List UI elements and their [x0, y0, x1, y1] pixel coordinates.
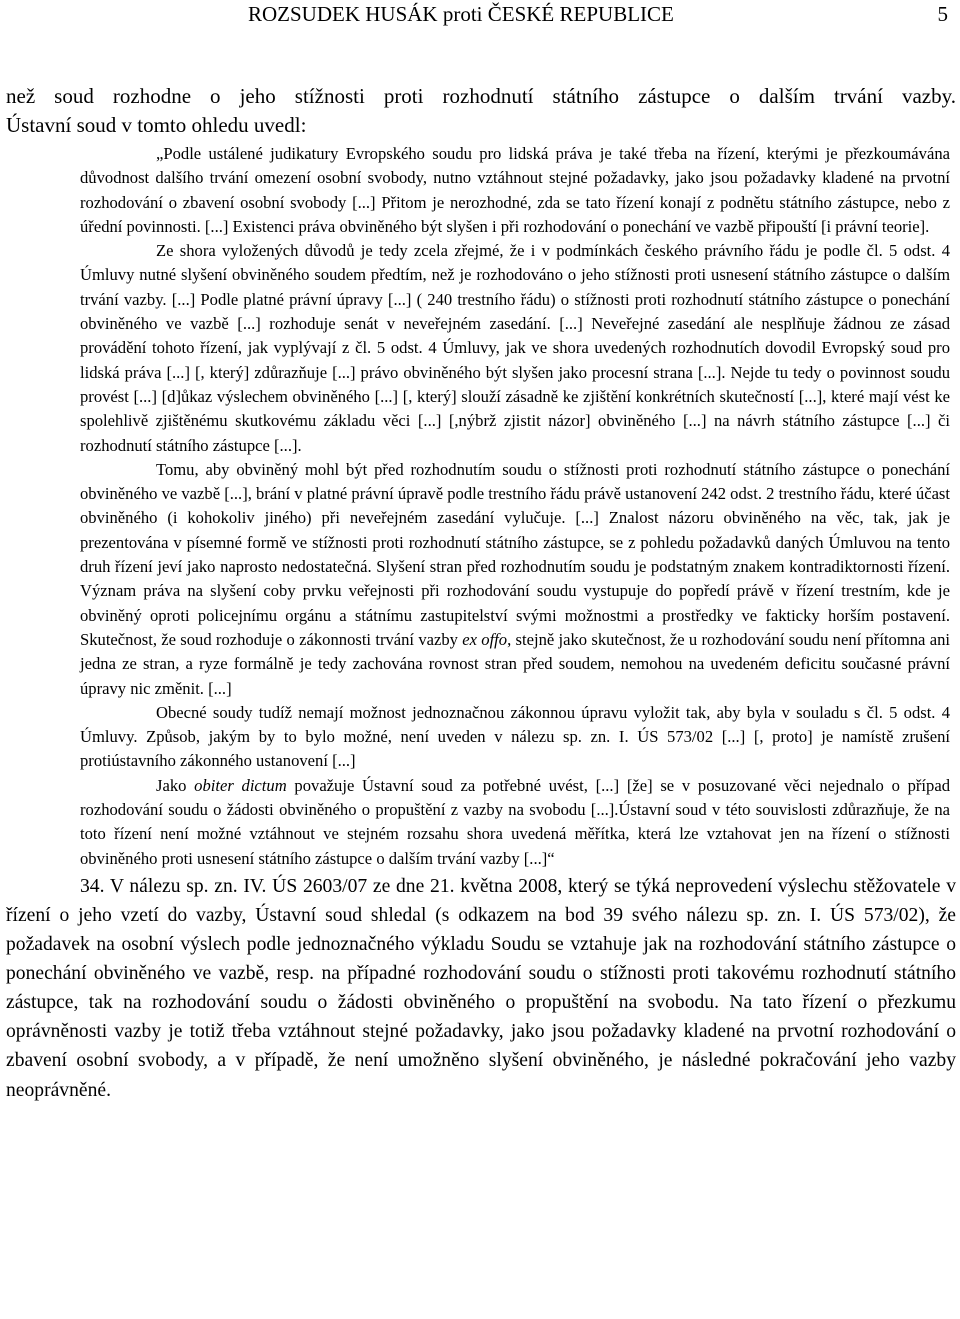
- quote-p5-rest: považuje Ústavní soud za potřebné uvést, [...] [že] se v posuzované věci nejednalo o případ rozhodování soudu o žádosti obviněného o propuštění z vazby na svobodu [...].Ústavní soud v této souvislosti zdůrazňuje, že na toto řízení není možné vztáhnout ve stejném rozsahu shora uvedená měřítka, která lze vztahovat jen na řízení o stížnosti obviněného proti usnesení státního zástupce o dalším trvání vazby [...]“: [80, 775, 950, 868]
- page-header: [0, 2, 960, 28]
- page-number: 5: [937, 2, 948, 26]
- quote-p3-italic: ex offo: [462, 629, 508, 649]
- quote-p5-italic: obiter dictum: [194, 775, 287, 795]
- quote-paragraph-2: Ze shora vyložených důvodů je tedy zcela zřejmé, že i v podmínkách českého právního řádu je podle čl. 5 odst. 4 Úmluvy nutné slyšení obviněného soudem předtím, než je rozhodováno o jeho stížnosti proti usnesení státního zástupce o dalším trvání vazby. [...] Podle platné právní úpravy [...] ( 240 trestního řádu) o stížnosti proti rozhodnutí státního zástupce o ponechání obviněného ve vazbě [...] rozhoduje senát v neveřejném zasedání. [...] Neveřejné zasedání ale nesplňuje žádnou ze zásad provádění tohoto řízení, jak vyplývají z čl. 5 odst. 4 Úmluvy, jak ve shora uvedených rozhodnutích dovodil Evropský soud pro lidská práva [...] [, který] zdůrazňuje [...] právo obviněného být slyšen jako procesní strana [...]. Nejde tu tedy o povinnost soudu provést [...] [d]ůkaz výslechem obviněného [...] [, který] slouží zásadně ke zjištění konkrétních skutečností [...], které mají vést ke spolehlivě zjištěnému skutkovému základu věci [...] [,nýbrž zjistit názor] obviněného [...] na návrh státního zástupce [...] či rozhodnutí státního zástupce [...].: [80, 241, 950, 455]
- intro-line-2: Ústavní soud v tomto ohledu uvedl:: [6, 113, 307, 137]
- running-title: ROZSUDEK HUSÁK proti ČESKÉ REPUBLICE: [248, 2, 674, 26]
- court-quote: [80, 142, 950, 871]
- quote-paragraph-1: „Podle ustálené judikatury Evropského soudu pro lidská práva je také třeba na řízení, kterými je přezkoumávána důvodnost dalšího trvání omezení osobní svobody, nutno vztáhnout stejné požadavky, jako jsou požadavky kladené na prvotní rozhodování o zbavení osobní svobody [...] Přitom je nerozhodné, zda se tato řízení konají z podnětu státního zástupce, nebo z úřední povinnosti. [...] Existenci práva obviněného být slyšen i při rozhodování o ponechání ve vazbě připouští [i právní teorie].: [80, 144, 950, 236]
- paragraph-34: 34. V nálezu sp. zn. IV. ÚS 2603/07 ze dne 21. května 2008, který se týká neprovedení výslechu stěžovatele v řízení o jeho vzetí do vazby, Ústavní soud shledal (s odkazem na bod 39 svého nálezu sp. zn. I. ÚS 573/02), že požadavek na osobní výslech podle jednoznačného výkladu Soudu se vztahuje jak na rozhodování státního zástupce o ponechání obviněného ve vazbě, resp. na případné rozhodování soudu o stížnosti proti takovému rozhodnutí státního zástupce, tak na rozhodování soudu o žádosti obviněného o propuštění na svobodu. Na tato řízení o přezkumu oprávněnosti vazby je totiž třeba vztáhnout stejné požadavky, jako jsou požadavky kladené na prvotní rozhodování o zbavení osobní svobody, a v případě, že není umožněno slyšení obviněného, je následné pokračování jeho vazby neoprávněné.: [6, 875, 956, 1101]
- quote-p3-text: Tomu, aby obviněný mohl být před rozhodnutím soudu o stížnosti proti rozhodnutí státního zástupce o ponechání obviněného ve vazbě [...], brání v platné právní úpravě podle trestního řádu právě ustanovení 242 odst. 2 trestního řádu, které účast obviněného (i kohokoliv jiného) při neveřejném zasedání vylučuje. [...] Znalost názoru obviněného na věc, tak, jak je prezentována v písemné formě ve stížnosti proti rozhodnutí státního zástupce, se z pohledu požadavků daných Úmluvou na tento druh řízení jeví jako naprosto nedostatečná. Slyšení stran před rozhodnutím soudu je podstatným znakem kontradiktornosti řízení. Význam práva na slyšení coby prvku veřejnosti při rozhodování soudu vystupuje do popředí právě v řízení trestním, kde je obviněný oproti policejnímu orgánu a státnímu zastupitelství svými možnostmi a prostředky ve fakticky horším postavení. Skutečnost, že soud rozhoduje o zákonnosti trvání vazby: [80, 459, 950, 649]
- quote-p3-rest: , stejně jako skutečnost, že u rozhodování soudu není přítomna ani jedna ze stran, a ryze formálně je tedy zachována rovnost stran před soudem, nemohou na uvedeném deficitu současné právní úpravy nic změnit. [...]: [80, 629, 950, 698]
- quote-paragraph-4: Obecné soudy tudíž nemají možnost jednoznačnou zákonnou úpravu vyložit tak, aby byla v souladu s čl. 5 odst. 4 Úmluvy. Způsob, jakým by to bylo možné, není uveden v nálezu sp. zn. I. ÚS 573/02 [...] [, proto] je namístě zrušení protiústavního zákonného ustanovení [...]: [80, 702, 950, 771]
- quote-paragraph-5: [80, 774, 950, 871]
- quote-p5-start: Jako: [156, 775, 187, 795]
- quote-paragraph-3: [80, 458, 950, 701]
- document-body: [6, 82, 956, 1105]
- intro-line-1: než soud rozhodne o jeho stížnosti proti rozhodnutí státního zástupce o dalším trvání vazby.: [6, 84, 956, 108]
